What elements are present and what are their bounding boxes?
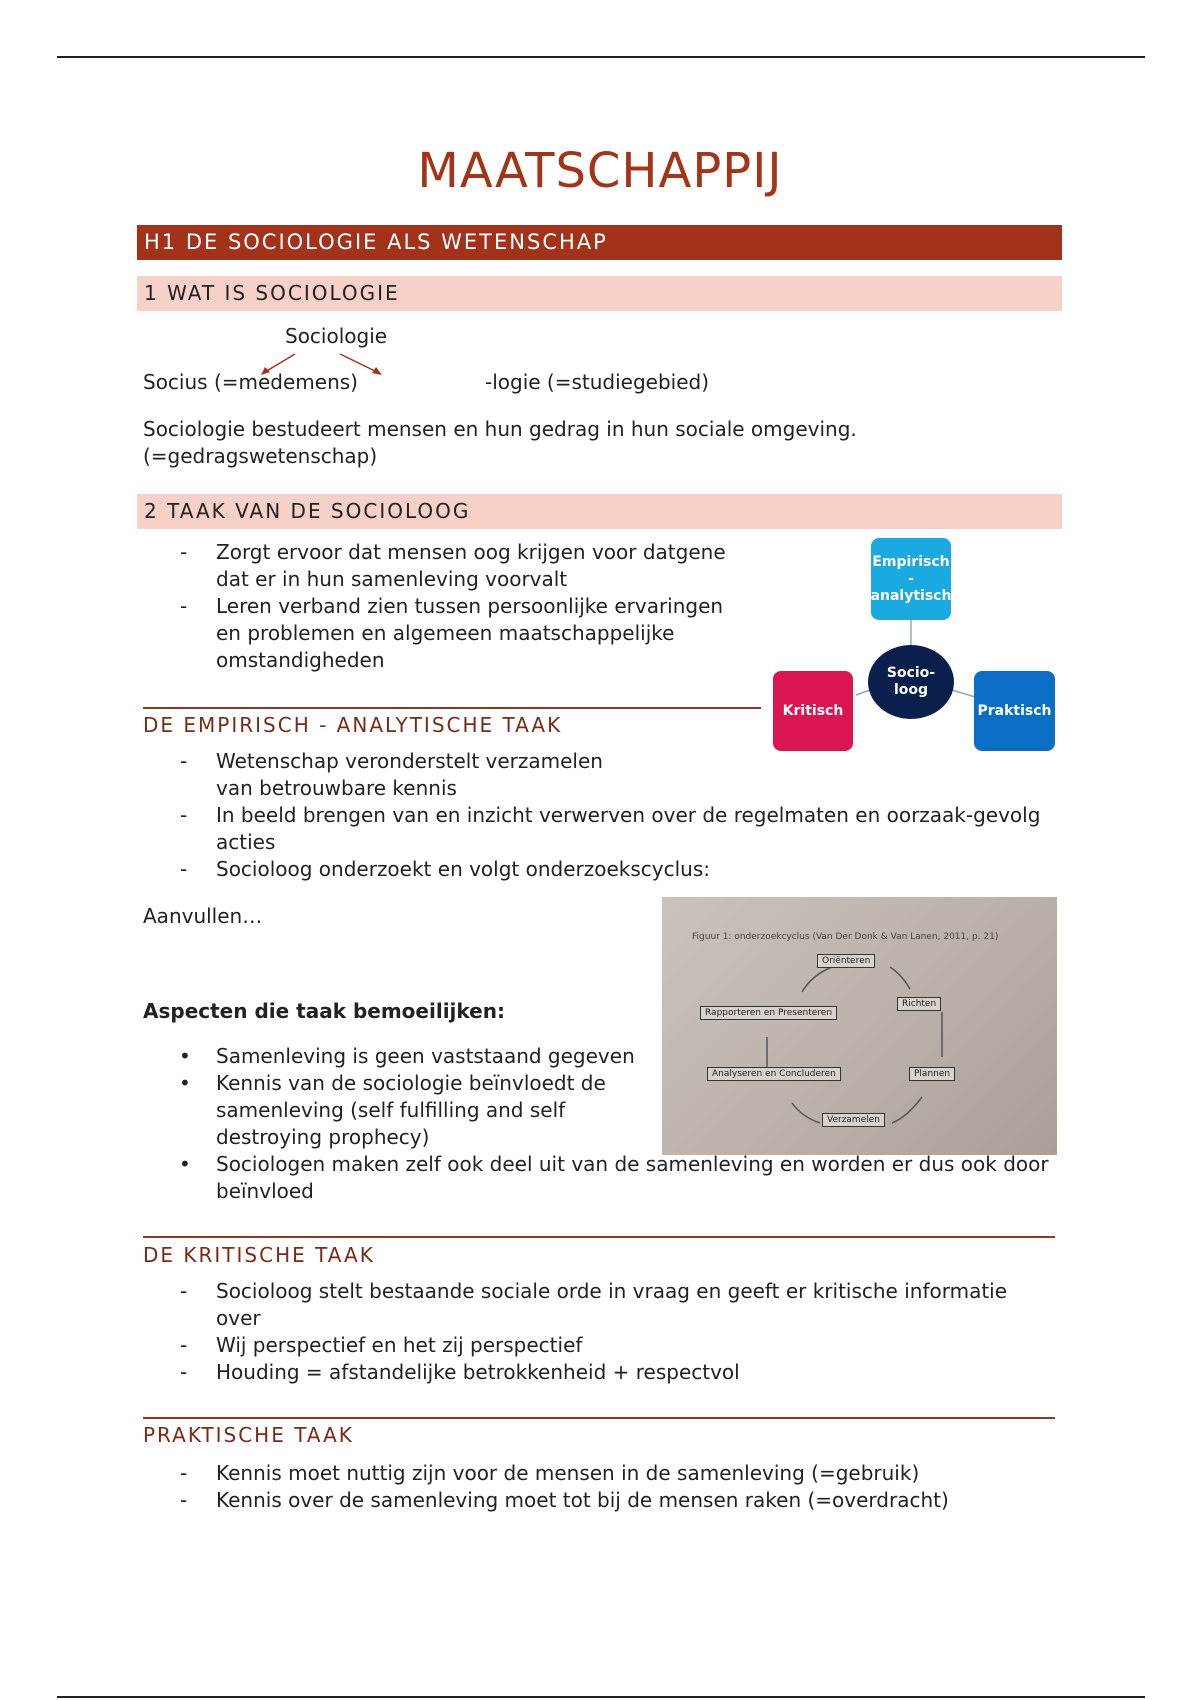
sociologist-tasks-diagram <box>770 535 1060 755</box>
critical-heading: DE KRITISCHE TAAK <box>143 1243 375 1267</box>
diagram-node-empirical: Empirisch - analytisch <box>871 538 951 620</box>
section-heading-2: 2 TAAK VAN DE SOCIOLOOG <box>137 494 1062 529</box>
cycle-step: Verzamelen <box>822 1113 885 1127</box>
cycle-step: Plannen <box>909 1067 955 1081</box>
definition-line-1: Sociologie bestudeert mensen en hun gedrag in hun sociale omgeving. <box>143 417 857 441</box>
practical-list <box>143 1460 1073 1514</box>
list-item: - Socioloog onderzoekt en volgt onderzoekscyclus: <box>143 856 1073 883</box>
list-item: - Houding = afstandelijke betrokkenheid + respectvol <box>143 1359 1043 1386</box>
top-rule <box>57 56 1145 58</box>
list-item: - Kennis moet nuttig zijn voor de mensen in de samenleving (=gebruik) <box>143 1460 1073 1487</box>
diagram-node-practical: Praktisch <box>974 671 1055 751</box>
list-item: • Kennis van de sociologie beïnvloedt de samenleving (self fulfilling and self destroying prophecy) <box>143 1070 626 1151</box>
empirical-list <box>143 748 1073 883</box>
list-item: • Sociologen maken zelf ook deel uit van de samenleving en worden er dus ook door beïnvloed <box>143 1151 1073 1205</box>
cycle-step: Richten <box>897 997 941 1011</box>
chapter-heading: H1 DE SOCIOLOGIE ALS WETENSCHAP <box>137 225 1062 260</box>
diagram-node-critical: Kritisch <box>773 671 853 751</box>
aspects-list <box>143 1043 1073 1205</box>
aspects-heading: Aspecten die taak bemoeilijken: <box>143 999 505 1023</box>
page-title: MAATSCHAPPIJ <box>417 143 783 199</box>
practical-heading: PRAKTISCHE TAAK <box>143 1423 354 1447</box>
list-item: - Wetenschap veronderstelt verzamelen van betrouwbare kennis <box>143 748 616 802</box>
definition-line-2: (=gedragswetenschap) <box>143 444 378 468</box>
list-item: - Zorgt ervoor dat mensen oog krijgen voor datgene dat er in hun samenleving voorvalt <box>143 539 743 593</box>
critical-list <box>143 1278 1043 1386</box>
placeholder-text: Aanvullen… <box>143 904 263 928</box>
list-item: - Socioloog stelt bestaande sociale orde in vraag en geeft er kritische informatie over <box>143 1278 1043 1332</box>
cycle-step: Oriënteren <box>817 954 875 968</box>
bottom-rule <box>57 1696 1145 1698</box>
section-heading-1: 1 WAT IS SOCIOLOGIE <box>137 276 1062 311</box>
list-item: - Leren verband zien tussen persoonlijke ervaringen en problemen en algemeen maatschappelijke omstandigheden <box>143 593 743 674</box>
cycle-step: Analyseren en Concluderen <box>707 1067 841 1081</box>
list-item: - In beeld brengen van en inzicht verwerven over de regelmaten en oorzaak-gevolg acties <box>143 802 1073 856</box>
left-word-part: Socius (=medemens) <box>143 370 358 394</box>
empirical-heading: DE EMPIRISCH - ANALYTISCHE TAAK <box>143 713 563 737</box>
figure-caption: Figuur 1: onderzoekcyclus (Van Der Donk & Van Lanen, 2011, p. 21) <box>692 932 999 942</box>
list-item: - Kennis over de samenleving moet tot bij de mensen raken (=overdracht) <box>143 1487 1073 1514</box>
diagram-node-center: Socio-loog <box>868 645 954 719</box>
list-item: - Wij perspectief en het zij perspectief <box>143 1332 1043 1359</box>
right-word-part: -logie (=studiegebied) <box>485 370 710 394</box>
critical-rule <box>143 1236 1055 1238</box>
empirical-rule <box>143 707 761 709</box>
cycle-step: Rapporteren en Presenteren <box>700 1006 837 1020</box>
root-word: Sociologie <box>285 324 388 348</box>
practical-rule <box>143 1417 1055 1419</box>
list-item: • Samenleving is geen vaststaand gegeven <box>143 1043 1073 1070</box>
task-list <box>143 539 743 674</box>
